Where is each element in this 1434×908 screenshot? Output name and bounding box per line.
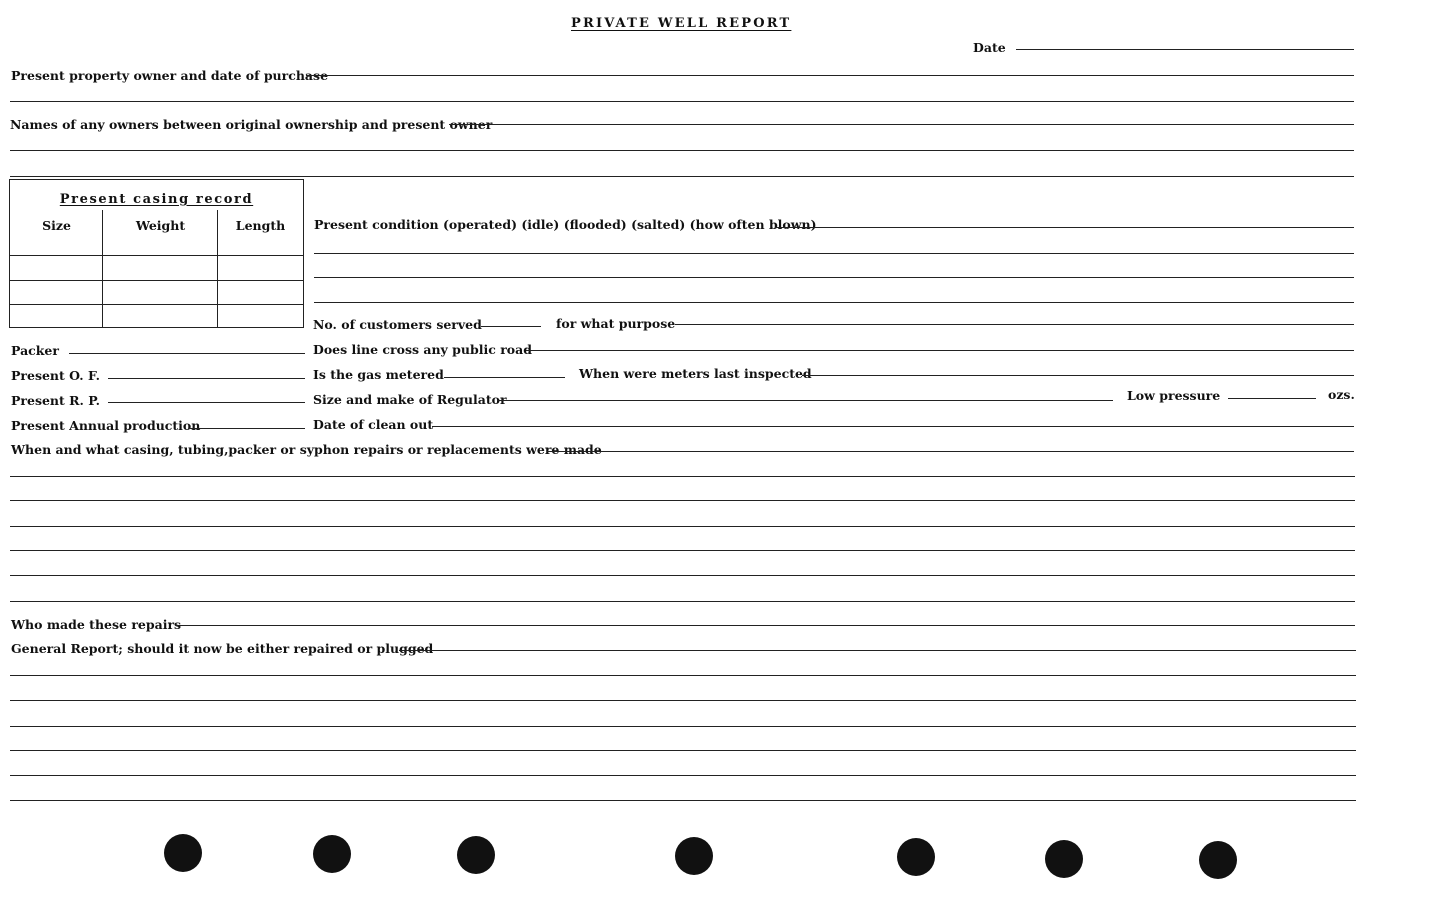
public-road-field[interactable] xyxy=(526,350,1354,351)
previous-owners-label: Names of any owners between original ownership and present owner xyxy=(10,117,493,132)
low-pressure-field[interactable] xyxy=(1228,398,1316,399)
clean-out-field[interactable] xyxy=(432,426,1354,427)
binder-hole xyxy=(897,838,935,876)
customers-served-field[interactable] xyxy=(481,326,541,327)
previous-owners-field-line2[interactable] xyxy=(10,150,1354,151)
general-report-field-line4[interactable] xyxy=(10,726,1356,727)
general-report-label: General Report; should it now be either repaired or plugged xyxy=(11,641,434,656)
annual-production-field[interactable] xyxy=(189,428,305,429)
ozs-label: ozs. xyxy=(1328,387,1355,402)
repairs-field[interactable] xyxy=(547,451,1354,452)
present-rp-field[interactable] xyxy=(108,402,305,403)
general-report-field-line3[interactable] xyxy=(10,700,1356,701)
who-repaired-label: Who made these repairs xyxy=(11,617,182,632)
casing-cell-length-2[interactable] xyxy=(218,281,303,304)
present-condition-field-line3[interactable] xyxy=(314,277,1354,278)
general-report-field-line5[interactable] xyxy=(10,750,1356,751)
packer-field[interactable] xyxy=(69,353,305,354)
casing-col-length: Length xyxy=(235,218,286,233)
casing-record-table xyxy=(9,179,304,328)
binder-hole xyxy=(1045,840,1083,878)
repairs-field-line3[interactable] xyxy=(10,500,1355,501)
meters-inspected-label: When were meters last inspected xyxy=(579,366,812,381)
general-report-field-line2[interactable] xyxy=(10,675,1356,676)
previous-owners-field-line3[interactable] xyxy=(10,176,1354,177)
casing-cell-weight-3[interactable] xyxy=(103,305,217,327)
repairs-field-line4[interactable] xyxy=(10,526,1355,527)
casing-cell-weight-2[interactable] xyxy=(103,281,217,304)
owner-purchase-label: Present property owner and date of purchase xyxy=(11,68,329,83)
form-title: PRIVATE WELL REPORT xyxy=(571,16,792,31)
repairs-field-line6[interactable] xyxy=(10,575,1355,576)
present-rp-label: Present R. P. xyxy=(11,393,100,408)
general-report-field-line6[interactable] xyxy=(10,775,1356,776)
repairs-field-line5[interactable] xyxy=(10,550,1355,551)
casing-cell-length-3[interactable] xyxy=(218,305,303,327)
clean-out-label: Date of clean out xyxy=(313,417,434,432)
general-report-field-line7[interactable] xyxy=(10,800,1356,801)
annual-production-label: Present Annual production xyxy=(11,418,201,433)
present-of-field[interactable] xyxy=(108,378,305,379)
general-report-field[interactable] xyxy=(399,650,1356,651)
public-road-label: Does line cross any public road xyxy=(313,342,532,357)
binder-hole xyxy=(457,836,495,874)
packer-label: Packer xyxy=(11,343,59,358)
purpose-label: for what purpose xyxy=(556,316,676,331)
gas-metered-label: Is the gas metered xyxy=(313,367,444,382)
present-of-label: Present O. F. xyxy=(11,368,100,383)
casing-col-weight: Weight xyxy=(135,218,186,233)
repairs-field-line7[interactable] xyxy=(10,601,1355,602)
regulator-label: Size and make of Regulator xyxy=(313,392,507,407)
casing-record-caption: Present casing record xyxy=(59,192,254,207)
casing-cell-weight-1[interactable] xyxy=(103,256,217,280)
customers-served-label: No. of customers served xyxy=(313,317,482,332)
binder-hole xyxy=(164,834,202,872)
meters-inspected-field[interactable] xyxy=(802,375,1354,376)
purpose-field[interactable] xyxy=(675,324,1354,325)
binder-hole xyxy=(313,835,351,873)
present-condition-field[interactable] xyxy=(775,227,1354,228)
low-pressure-label: Low pressure xyxy=(1127,388,1221,403)
gas-metered-field[interactable] xyxy=(444,377,565,378)
binder-hole xyxy=(1199,841,1237,879)
previous-owners-field[interactable] xyxy=(449,124,1354,125)
date-label: Date xyxy=(973,40,1006,55)
owner-purchase-field-line2[interactable] xyxy=(10,101,1354,102)
casing-cell-size-3[interactable] xyxy=(10,305,102,327)
who-repaired-field[interactable] xyxy=(176,625,1355,626)
casing-cell-size-2[interactable] xyxy=(10,281,102,304)
present-condition-label: Present condition (operated) (idle) (flooded) (salted) (how often blown) xyxy=(314,217,817,232)
casing-cell-length-1[interactable] xyxy=(218,256,303,280)
casing-col-size: Size xyxy=(42,218,71,233)
binder-hole xyxy=(675,837,713,875)
date-field[interactable] xyxy=(1016,49,1354,50)
repairs-label: When and what casing, tubing,packer or syphon repairs or replacements were made xyxy=(11,442,602,457)
repairs-field-line2[interactable] xyxy=(10,476,1355,477)
casing-cell-size-1[interactable] xyxy=(10,256,102,280)
owner-purchase-field[interactable] xyxy=(306,75,1354,76)
regulator-field[interactable] xyxy=(497,400,1113,401)
present-condition-field-line4[interactable] xyxy=(314,302,1354,303)
present-condition-field-line2[interactable] xyxy=(314,253,1354,254)
